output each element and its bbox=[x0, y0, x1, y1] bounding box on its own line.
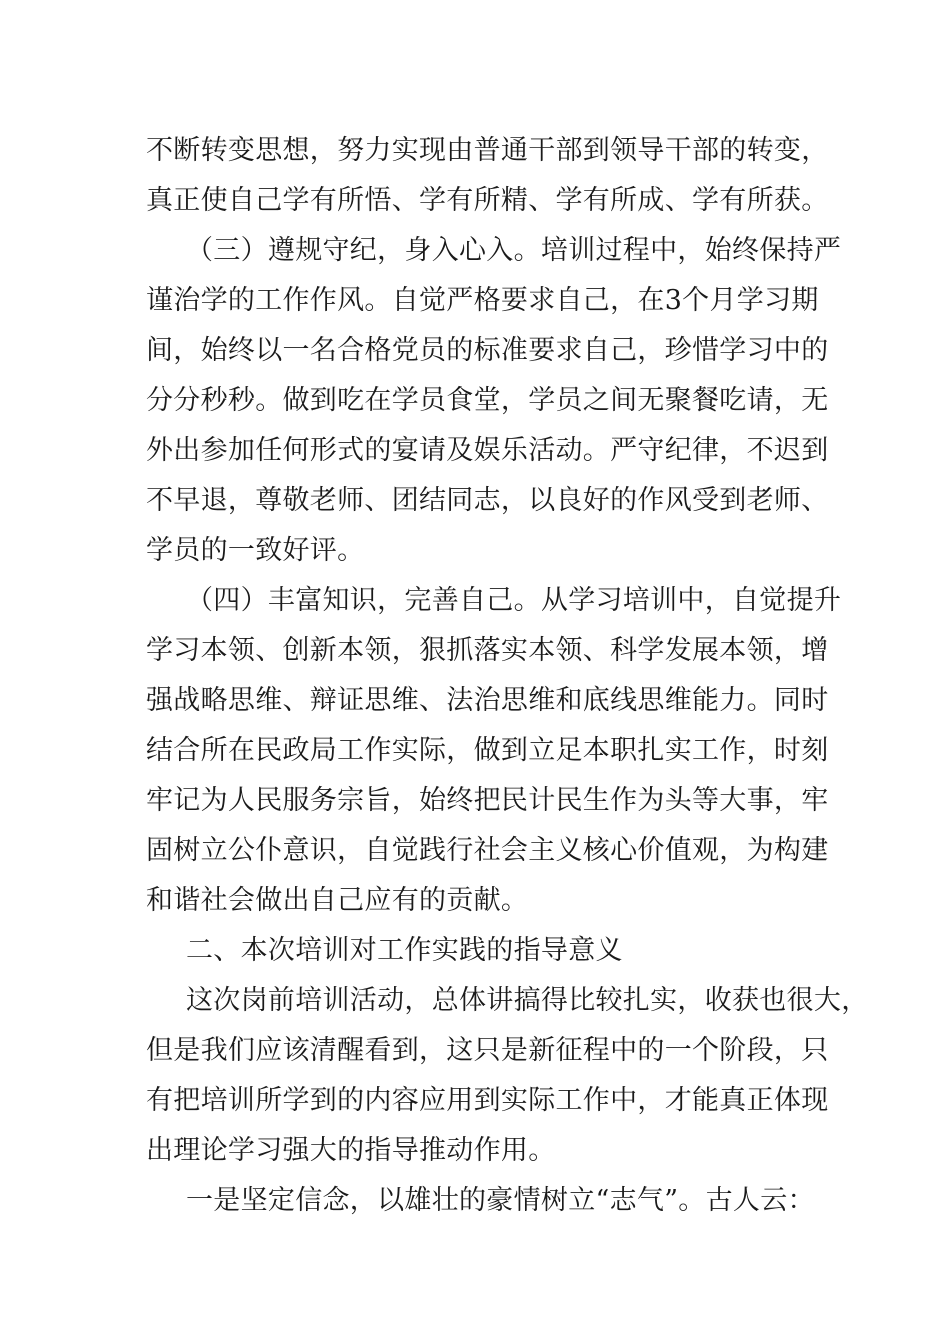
paragraph-heading: （四）丰富知识，完善自己。从学习培训中，自觉提升 bbox=[186, 585, 842, 616]
text-line: 谨治学的工作作风。自觉严格要求自己，在3个月学习期 bbox=[146, 285, 819, 316]
text-line: 结合所在民政局工作实际，做到立足本职扎实工作，时刻 bbox=[146, 735, 829, 766]
text-line: 外出参加任何形式的宴请及娱乐活动。严守纪律，不迟到 bbox=[146, 435, 829, 466]
section-heading: 二、本次培训对工作实践的指导意义 bbox=[186, 935, 623, 966]
text-line: 牢记为人民服务宗旨，始终把民计民生作为头等大事，牢 bbox=[146, 785, 829, 816]
text-line: 强战略思维、辩证思维、法治思维和底线思维能力。同时 bbox=[146, 685, 829, 716]
text-line: 不早退，尊敬老师、团结同志，以良好的作风受到老师、 bbox=[146, 485, 829, 516]
paragraph-start: 一是坚定信念，以雄壮的豪情树立“志气”。古人云： bbox=[186, 1185, 815, 1216]
text-line: 间，始终以一名合格党员的标准要求自己，珍惜学习中的 bbox=[146, 335, 829, 366]
text-line: 不断转变思想，努力实现由普通干部到领导干部的转变， bbox=[146, 135, 829, 166]
text-line: 真正使自己学有所悟、学有所精、学有所成、学有所获。 bbox=[146, 185, 829, 216]
text-line: 学员的一致好评。 bbox=[146, 535, 365, 566]
paragraph-heading: （三）遵规守纪，身入心入。培训过程中，始终保持严 bbox=[186, 235, 842, 266]
text-line: 学习本领、创新本领，狠抓落实本领、科学发展本领，增 bbox=[146, 635, 829, 666]
text-line: 但是我们应该清醒看到，这只是新征程中的一个阶段，只 bbox=[146, 1035, 829, 1066]
text-line: 和谐社会做出自己应有的贡献。 bbox=[146, 885, 529, 916]
text-line: 固树立公仆意识，自觉践行社会主义核心价值观，为构建 bbox=[146, 835, 829, 866]
text-line: 有把培训所学到的内容应用到实际工作中，才能真正体现 bbox=[146, 1085, 829, 1116]
text-line: 出理论学习强大的指导推动作用。 bbox=[146, 1135, 556, 1166]
text-line: 分分秒秒。做到吃在学员食堂，学员之间无聚餐吃请，无 bbox=[146, 385, 829, 416]
paragraph-start: 这次岗前培训活动，总体讲搞得比较扎实，收获也很大， bbox=[186, 985, 869, 1016]
